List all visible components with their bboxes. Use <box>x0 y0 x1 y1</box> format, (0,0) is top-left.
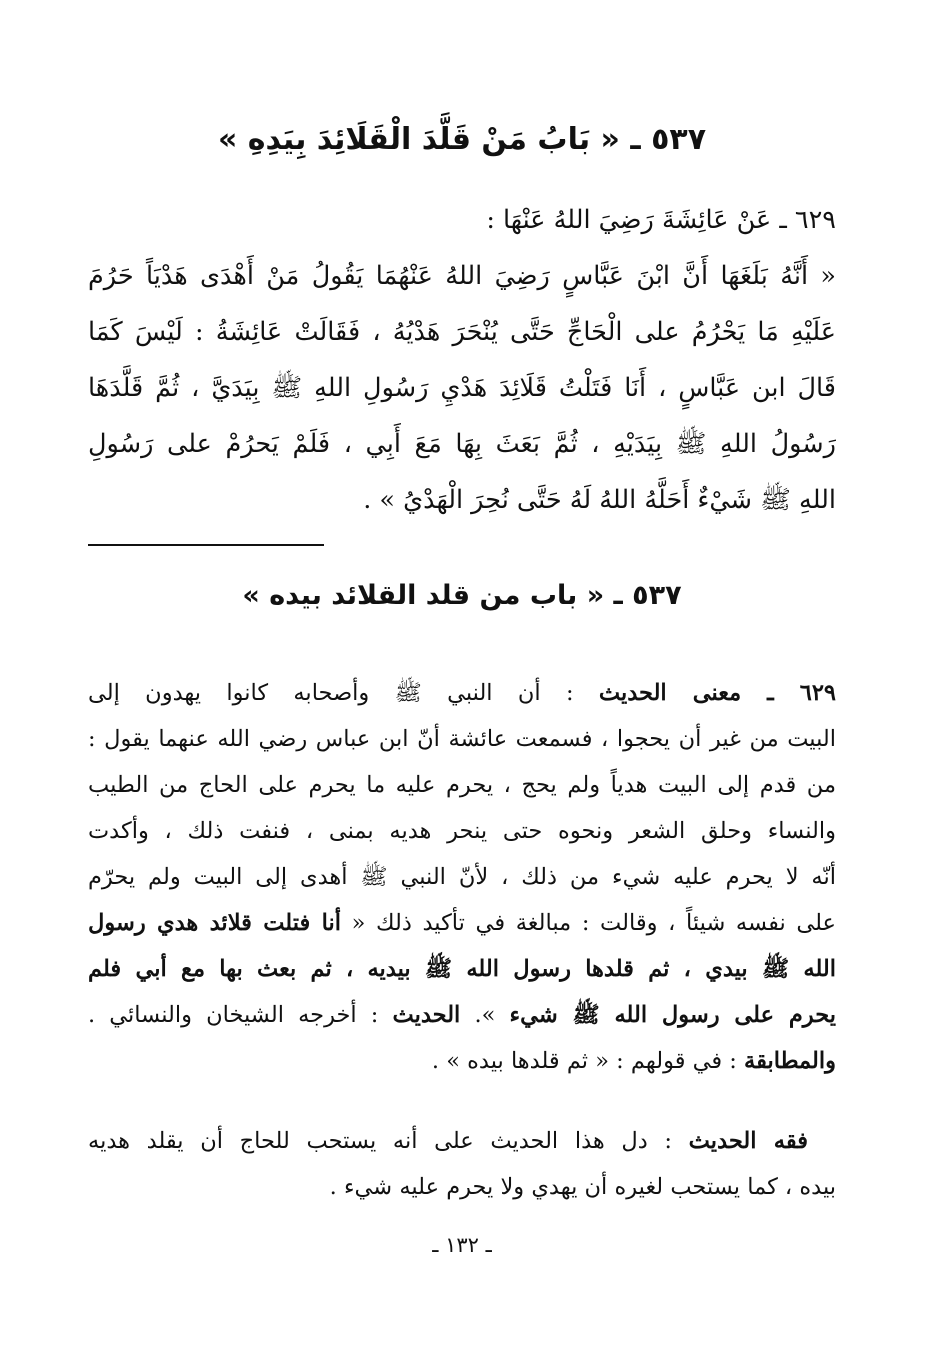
fiqh-line: بيده ، كما يستحب لغيره أن يهدي ولا يحرم عليه شيء . <box>329 1174 836 1200</box>
fiqh-text-span: : دل هذا الحديث على أنه يستحب للحاج أن يقلد هديه <box>88 1128 689 1154</box>
commentary-line: البيت من غير أن يحجوا ، فسمعت عائشة أنّ ابن عباس رضي الله عنهما يقول : <box>88 726 836 752</box>
commentary-line <box>88 670 836 716</box>
commentary-line: الله ﷺ بيدي ، ثم قلدها رسول الله ﷺ بيديه ، ثم بعث بها مع أبي فلم <box>88 956 836 982</box>
hadith-line: « أَنَّهُ بَلَغَهَا أَنَّ ابْنَ عَبَّاسٍ رَضِيَ اللهُ عَنْهُمَا يَقُولُ مَنْ أَهْدَى هَدْيَاً حَرُمَ <box>88 261 836 291</box>
commentary-text-span: ». <box>460 1002 510 1028</box>
hadith-text <box>88 192 836 528</box>
commentary-text <box>88 670 836 1084</box>
fiqh-text <box>88 1118 836 1210</box>
commentary-line <box>88 1038 836 1084</box>
book-page <box>88 0 836 1367</box>
hadith-line: رَسُولُ اللهِ ﷺ بِيَدَيْهِ ، ثُمَّ بَعَثَ بِهَا مَعَ أَبِي ، فَلَمْ يَحرُمْ على رَسُولِ <box>88 429 836 459</box>
commentary-line <box>88 900 836 946</box>
explanation-heading: ٥٣٧ ـ « باب من قلد القلائد بيده » <box>242 580 682 611</box>
fiqh-label: فقه الحديث <box>688 1128 808 1154</box>
commentary-line: من قدم إلى البيت هدياً ولم يحج ، يحرم عليه ما يحرم على الحاج من الطيب <box>88 772 836 798</box>
correspondence-label: والمطابقة <box>744 1048 836 1074</box>
commentary-line <box>88 992 836 1038</box>
hadith-label: الحديث <box>392 1002 461 1028</box>
commentary-line: أنّه لا يحرم عليه شيء من ذلك ، لأنّ النبي ﷺ أهدى إلى البيت ولم يحرّم <box>88 864 836 890</box>
fiqh-line <box>88 1118 836 1164</box>
commentary-text-span: : أخرجه الشيخان والنسائي . <box>88 1002 393 1028</box>
hadith-meaning-label: ٦٢٩ ـ معنى الحديث <box>598 680 836 706</box>
page-number: ـ ١٣٢ ـ <box>432 1233 492 1257</box>
hadith-line: عَلَيْهِ مَا يَحْرُمُ على الْحَاجِّ حَتَّى يُنْحَرَ هَدْيُهُ ، فَقَالَتْ عَائِشَةُ : لَيْسَ كَمَا <box>88 317 836 347</box>
separator-rule <box>88 544 324 546</box>
commentary-text-span: على نفسه شيئاً ، وقالت : مبالغة في تأكيد ذلك « <box>340 910 836 936</box>
commentary-line: والنساء وحلق الشعر ونحوه حتى ينحر هديه بمنى ، فنفت ذلك ، وأكدت <box>88 818 836 844</box>
chapter-heading: ٥٣٧ ـ « بَابُ مَنْ قَلَّدَ الْقَلَائِدَ بِيَدِهِ » <box>217 122 707 157</box>
hadith-line: قَالَ ابن عَبَّاسٍ ، أَنَا فَتَلْتُ قَلَائِدَ هَدْيِ رَسُولِ اللهِ ﷺ بِيَدَيَّ ، ثُمَّ قَلَّدَهَا <box>88 373 836 403</box>
hadith-line: اللهِ ﷺ شَيْءٌ أَحَلَّهُ اللهُ لَهُ حَتَّى نُحِرَ الْهَدْيُ » . <box>363 485 836 515</box>
quoted-hadith-bold: أنا فتلت قلائد هدي رسول <box>88 910 341 936</box>
hadith-line: ٦٢٩ ـ عَنْ عَائِشَةَ رَضِيَ اللهُ عَنْهَا : <box>486 205 836 235</box>
commentary-text-span: : أن النبي ﷺ وأصحابه كانوا يهدون إلى <box>88 680 599 706</box>
quoted-hadith-bold: يحرم على رسول الله ﷺ شيء <box>509 1002 836 1028</box>
commentary-text-span: : في قولهم : « ثم قلدها بيده » . <box>431 1048 744 1074</box>
